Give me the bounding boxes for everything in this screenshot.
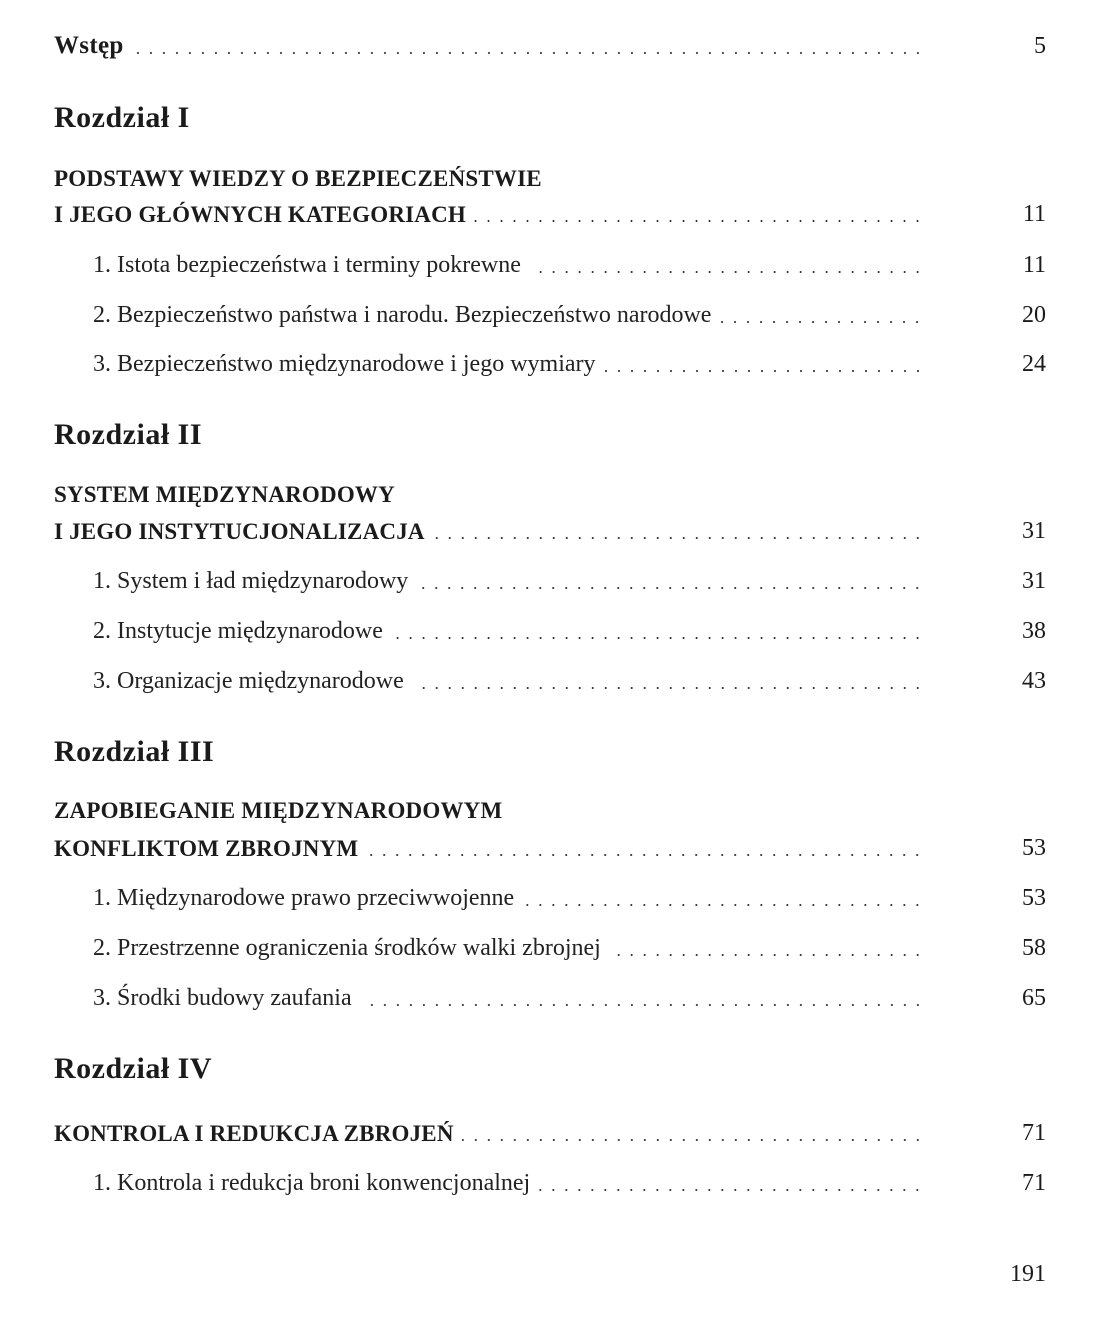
toc-entry-page: 71 [1022,1170,1046,1196]
dot-leader [360,1004,924,1006]
chapter-heading: Rozdział I [54,101,190,134]
toc-entry-page: 43 [1022,668,1046,694]
toc-entry-chapter-title[interactable] [0,826,1106,866]
chapter-title-line: SYSTEM MIĘDZYNARODOWY [54,482,395,507]
toc-entry-section[interactable] [0,559,1106,599]
dot-leader [462,1139,924,1141]
toc-entry-title: 1. Istota bezpieczeństwa i terminy pokrewne [93,252,521,278]
toc-entry-introduction[interactable] [0,24,1106,64]
toc-entry-page: 5 [1034,33,1046,59]
toc-entry-title: Wstęp [54,32,124,59]
toc-entry-section[interactable] [0,659,1106,699]
toc-entry-page: 20 [1022,302,1046,328]
toc-entry-section[interactable] [0,609,1106,649]
toc-entry-page: 24 [1022,351,1046,377]
toc-entry-section[interactable] [0,1161,1106,1201]
chapter-heading: Rozdział III [54,735,215,768]
chapter-title-line: PODSTAWY WIEDZY O BEZPIECZEŃSTWIE [54,166,542,191]
toc-entry-chapter-title[interactable] [0,192,1106,232]
chapter-title-line: KONFLIKTOM ZBROJNYM [54,836,359,861]
dot-leader [416,587,924,589]
toc-entry-section[interactable] [0,926,1106,966]
toc-entry-chapter-title[interactable] [0,509,1106,549]
toc-entry-page: 58 [1022,935,1046,961]
dot-leader [474,220,924,222]
dot-leader [366,854,924,856]
chapter-heading: Rozdział II [54,418,202,451]
page-number: 191 [1010,1261,1046,1287]
toc-entry-page: 71 [1022,1120,1046,1146]
toc-entry-section[interactable] [0,976,1106,1016]
dot-leader [391,637,924,639]
toc-entry-section[interactable] [0,876,1106,916]
chapter-title-line: I JEGO INSTYTUCJONALIZACJA [54,519,425,544]
toc-entry-title: 3. Organizacje międzynarodowe [93,668,404,694]
toc-entry-page: 53 [1022,885,1046,911]
dot-leader [412,687,924,689]
toc-entry-title: 1. Międzynarodowe prawo przeciwwojenne [93,885,515,911]
toc-entry-title: 1. Kontrola i redukcja broni konwencjonalnej [93,1170,531,1196]
toc-entry-page: 38 [1022,618,1046,644]
toc-entry-title: 3. Bezpieczeństwo międzynarodowe i jego wymiary [93,351,596,377]
toc-entry-title: 2. Bezpieczeństwo państwa i narodu. Bezpieczeństwo narodowe [93,302,712,328]
toc-entry-page: 11 [1022,252,1046,278]
toc-entry-title: 1. System i ład międzynarodowy [93,568,409,594]
dot-leader [132,52,924,54]
chapter-title-line: ZAPOBIEGANIE MIĘDZYNARODOWYM [54,798,503,823]
dot-leader [609,954,924,956]
toc-entry-title: 2. Przestrzenne ograniczenia środków walki zbrojnej [93,935,601,961]
toc-entry-page: 53 [1022,835,1046,861]
toc-entry-section[interactable] [0,293,1106,333]
toc-entry-section[interactable] [0,243,1106,283]
toc-entry-section[interactable] [0,342,1106,382]
toc-entry-title: 2. Instytucje międzynarodowe [93,618,383,644]
dot-leader [719,321,924,323]
dot-leader [529,271,924,273]
chapter-heading: Rozdział IV [54,1052,212,1085]
toc-entry-page: 65 [1022,985,1046,1011]
toc-entry-page: 11 [1022,201,1046,227]
toc-entry-chapter-title[interactable] [0,1111,1106,1151]
toc-entry-title: 3. Środki budowy zaufania [93,985,352,1011]
chapter-title-line: KONTROLA I REDUKCJA ZBROJEŃ [54,1121,454,1146]
dot-leader [538,1189,924,1191]
chapter-title-line: I JEGO GŁÓWNYCH KATEGORIACH [54,202,466,227]
dot-leader [604,370,925,372]
dot-leader [433,537,924,539]
toc-entry-page: 31 [1022,518,1046,544]
dot-leader [522,904,924,906]
toc-entry-page: 31 [1022,568,1046,594]
